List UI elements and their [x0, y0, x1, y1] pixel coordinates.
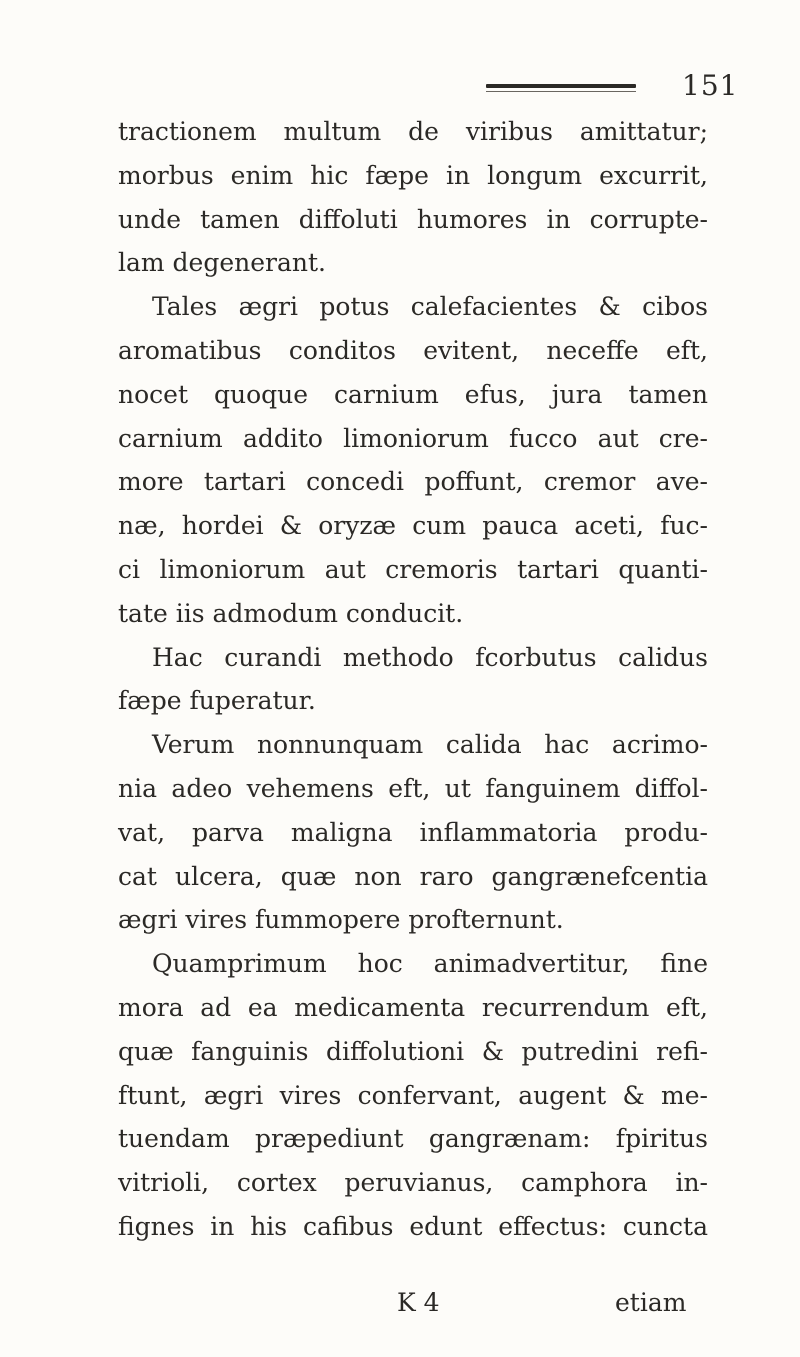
text-line: unde tamen diffoluti humores in corrupte- — [118, 204, 708, 234]
paragraph-start-line: Quamprimum hoc animadvertitur, fine — [152, 949, 708, 979]
text-line: mora ad ea medicamenta recurrendum eft, — [118, 992, 708, 1022]
text-line: morbus enim hic fæpe in longum excurrit, — [118, 160, 708, 190]
text-line: vat, parva maligna inflammatoria produ- — [118, 817, 708, 847]
text-line: næ, hordei & oryzæ cum pauca aceti, fuc- — [118, 511, 708, 541]
header-rule — [486, 84, 636, 88]
page-number: 151 — [682, 69, 739, 102]
body-text — [118, 110, 708, 1249]
text-line: lam degenerant. — [118, 248, 326, 278]
paragraph-start-line: Tales ægri potus calefacientes & cibos — [152, 292, 708, 322]
text-line: aromatibus conditos evitent, neceffe eft, — [118, 335, 708, 365]
text-line: ægri vires fummopere profternunt. — [118, 905, 564, 935]
text-line: ftunt, ægri vires confervant, augent & me- — [118, 1080, 708, 1110]
page-header — [0, 62, 800, 102]
text-line: cat ulcera, quæ non raro gangrænefcentia — [118, 861, 708, 891]
paragraph-start-line: Verum nonnunquam calida hac acrimo- — [152, 730, 708, 760]
text-line: tuendam præpediunt gangrænam: fpiritus — [118, 1124, 708, 1154]
text-line: nia adeo vehemens eft, ut fanguinem diffol- — [118, 773, 708, 803]
text-line: ci limoniorum aut cremoris tartari quanti- — [118, 554, 708, 584]
text-line: fignes in his cafibus edunt effectus: cuncta — [118, 1211, 708, 1241]
text-line: vitrioli, cortex peruvianus, camphora in- — [118, 1168, 708, 1198]
text-line: carnium addito limoniorum fucco aut cre- — [118, 423, 708, 453]
catchword: etiam — [615, 1288, 687, 1317]
signature-mark: K 4 — [397, 1288, 440, 1317]
paragraph-start-line: Hac curandi methodo fcorbutus calidus — [152, 642, 708, 672]
text-line: more tartari concedi poffunt, cremor ave- — [118, 467, 708, 497]
text-line: quæ fanguinis diffolutioni & putredini refi- — [118, 1036, 708, 1066]
page-footer — [0, 1283, 800, 1323]
header-rule-thin — [486, 91, 636, 92]
text-line: tractionem multum de viribus amittatur; — [118, 117, 708, 146]
text-line: nocet quoque carnium efus, jura tamen — [118, 379, 708, 409]
text-line: fæpe fuperatur. — [118, 686, 316, 716]
text-line: tate iis admodum conducit. — [118, 598, 464, 628]
